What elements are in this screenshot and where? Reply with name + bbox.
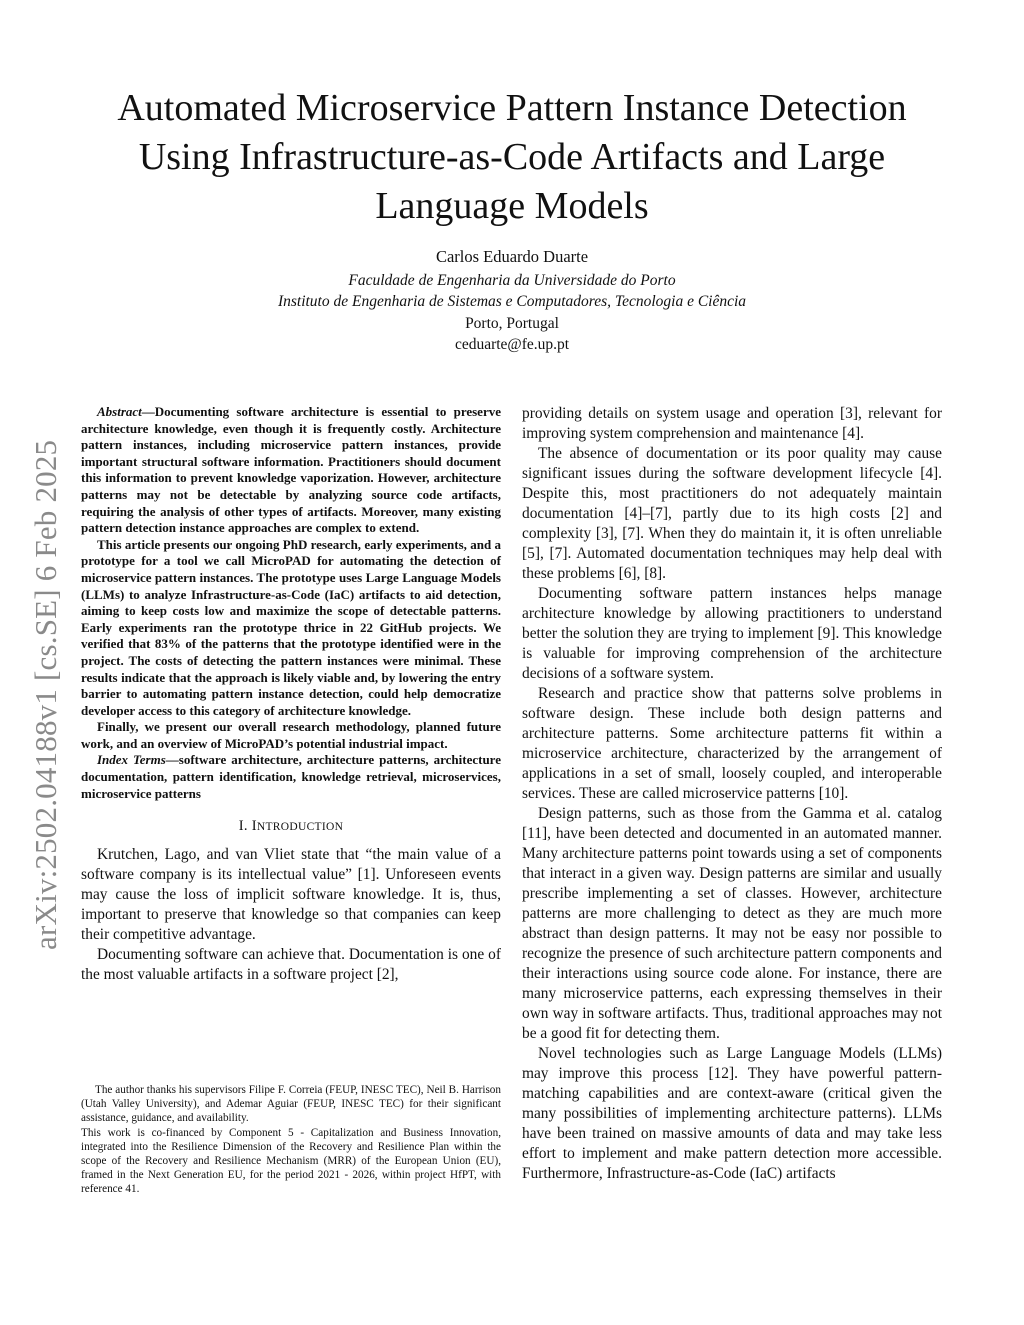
abstract-paragraph: Finally, we present our overall research methodology, planned future work, and an overview of MicroPAD’s potential industrial impact. [81,719,501,751]
body-paragraph: Research and practice show that patterns solve problems in software design. These include both design patterns and architecture patterns. Some architecture patterns fit within a microservice architecture, characterized by the arrangement of applications in a set of small, loosely coupled, and interoperable services. These are called microservice patterns [10]. [522,685,942,802]
author-affiliation: Instituto de Engenharia de Sistemas e Computadores, Tecnologia e Ciência [277,293,747,310]
body-paragraph: Novel technologies such as Large Language Models (LLMs) may improve this process [12]. They have powerful pattern-matching capabilities and are context-aware (critical given the many possibilities of implementing architecture patterns). LLMs have been trained on massive amounts of data and may take less effort to implement and make pattern detection more accessible. Furthermore, Infrastructure-as-Code (IaC) artifacts [522,1045,942,1182]
author-affiliation: Faculdade de Engenharia da Universidade do Porto [348,271,676,289]
author-block [100,246,924,356]
left-column [81,404,501,985]
abstract-paragraph [81,404,501,537]
right-column [522,404,942,1184]
index-terms-text: —software architecture, architecture patterns, architecture documentation, pattern identification, knowledge retrieval, microservices, microservice patterns [81,752,501,801]
section-title: NTRODUCTION [256,821,344,834]
author-location: Porto, Portugal [465,314,559,332]
abstract-text: —Documenting software architecture is essential to preserve architecture knowledge, even though it is frequently costly. Architecture pattern instances, including microservice pattern instances, provide important structural software information. Practitioners should document this information to prevent knowledge vaporization. However, architecture patterns may not be detectable by analyzing source code artifacts, requiring the analysis of other types of artifacts. Moreover, many existing pattern detection instance approaches are complex to extend. [81,404,501,536]
footnote-funding: This work is co-financed by Component 5 - Capitalization and Business Innovation, integrated into the Resilience Dimension of the Recovery and Resilience Plan within the scope of the Recovery and Resilience Mechanism (MRR) of the European Union (EU), framed in the Next Generation EU, for the period 2021 - 2026, within project HfPT, with reference 41. [81,1126,501,1196]
footnote [81,1083,501,1197]
introduction-body [81,845,501,985]
index-terms [81,752,501,802]
body-paragraph: providing details on system usage and operation [3], relevant for improving system comprehension and maintenance [4]. [522,405,942,442]
abstract-paragraph: This article presents our ongoing PhD research, early experiments, and a prototype for a tool we call MicroPAD for automating the detection of microservice pattern instances. The prototype uses Large Language Models (LLMs) to analyze Infrastructure-as-Code (IaC) artifacts to aid detection, aiming to keep costs low and maximize the scope of detectable patterns. Early experiments ran the prototype thrice in 22 GitHub projects. We verified that 83% of the patterns that the prototype identified were in the project. The costs of detecting the pattern instances were minimal. These results indicate that the approach is likely viable and, by lowering the entry barrier to automating pattern instance detection, could help democratize developer access to this category of architecture knowledge. [81,536,501,718]
paper-title [60,84,964,231]
title-line: Language Models [375,185,649,227]
author-email: ceduarte@fe.up.pt [454,336,570,353]
index-terms-label: Index Terms [97,752,166,768]
abstract-label: Abstract [97,404,142,419]
abstract [81,404,501,802]
title-line: Using Infrastructure-as-Code Artifacts and Large [138,136,886,178]
body-paragraph: Documenting software can achieve that. Documentation is one of the most valuable artifacts in a software project [2], [81,946,501,984]
body-paragraph: Design patterns, such as those from the Gamma et al. catalog [11], have been detected and documented in an automated manner. Many architecture patterns point towards using a set of components that interact in a given way. Design patterns are similar and usually prescribe implementing a set of classes. However, architecture patterns are more challenging to detect as they are much more abstract than design patterns. It may not be easy nor possible to recognize the presence of such architecture pattern components and their interactions using source code alone. For instance, there are many microservice patterns, each expressing themselves in their own way in software artifacts. Thus, traditional approaches may not be a good fit for detecting them. [522,805,942,1042]
body-paragraph: Krutchen, Lago, and van Vliet state that “the main value of a software company is its intellectual value” [1]. Unforeseen events may cause the loss of implicit software knowledge. It is, thus, important to preserve that knowledge so that companies can keep their competitive advantage. [81,846,501,944]
author-name: Carlos Eduardo Duarte [435,247,589,266]
arxiv-watermark: arXiv:2502.04188v1 [cs.SE] 6 Feb 2025 [28,439,63,950]
body-paragraph: Documenting software pattern instances helps manage architecture knowledge by allowing practitioners to understand better the solution they are trying to implement [9]. This knowledge is valuable for improving comprehension of the architecture decisions of a software system. [522,585,942,682]
title-line: Automated Microservice Pattern Instance Detection [117,87,907,129]
body-paragraph: The absence of documentation or its poor quality may cause significant issues during the software development lifecycle [4]. Despite this, most practitioners do not adequately maintain documentation [4]–[7], partly due to its high costs [2] and complexity [3], [7]. When they do maintain it, it is often unreliable [5], [7]. Automated documentation techniques may help deal with these problems [6], [8]. [522,445,942,582]
footnote-acknowledgment: The author thanks his supervisors Filipe F. Correia (FEUP, INESC TEC), Neil B. Harrison (Utah Valley University), and Ademar Aguiar (FEUP, INESC TEC) for their significant assistance, guidance, and availability. [81,1084,501,1125]
section-heading-introduction [81,818,501,835]
section-number: I. I [238,818,257,835]
